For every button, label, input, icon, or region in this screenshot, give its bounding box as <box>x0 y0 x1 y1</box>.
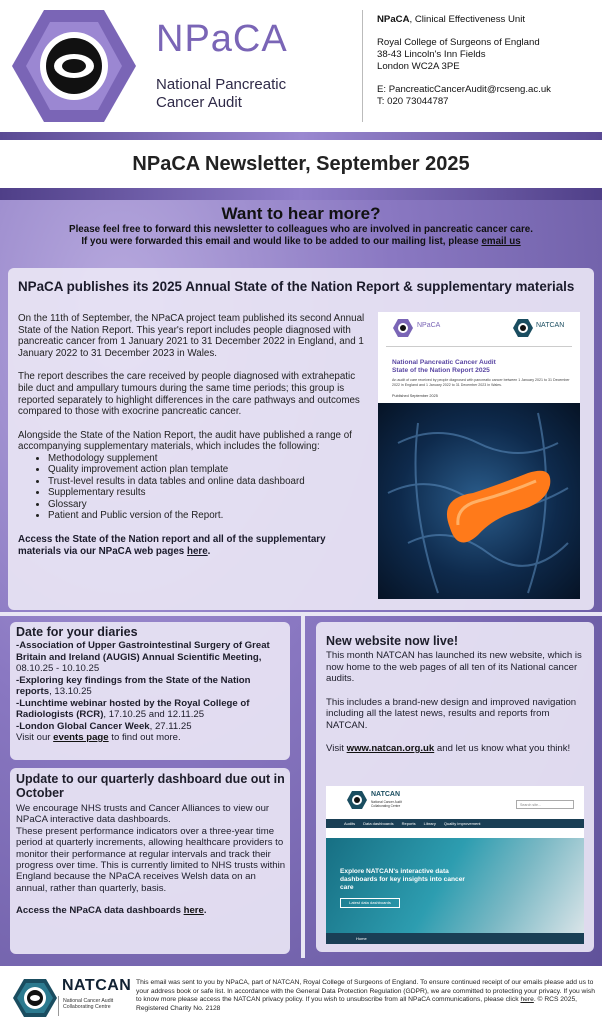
list-item: • Patient and Public version of the Report. <box>48 510 368 522</box>
access-text: Access the State of the Nation report and all of the supplementary materials via our NPaCA web pages <box>18 533 326 557</box>
event-title: -Lunchtime webinar hosted by the Royal College of Radiologists (RCR) <box>16 697 250 720</box>
paragraph: Alongside the State of the Nation Report, the audit have published a range of accompanying supplementary materials, which includes the following: <box>18 429 352 453</box>
footer-natcan-logo: NATCAN <box>62 977 132 994</box>
footer-text <box>136 979 598 1013</box>
event-date: , 17.10.25 and 12.11.25 <box>103 709 205 720</box>
footer-logo-divider <box>58 996 59 1016</box>
visit-text: Visit <box>326 743 347 754</box>
website-body <box>326 650 588 767</box>
natcan-logo-icon <box>512 318 534 338</box>
website-card <box>316 622 594 952</box>
dashboard-heading: Update to our quarterly dashboard due out in October <box>16 772 285 800</box>
preview-footer: Home <box>326 933 584 944</box>
preview-nav-item: Quality improvement <box>443 821 481 826</box>
event-title: -Association of Upper Gastrointestinal Surgery of Great Britain and Ireland (AUGIS) Annual Scientific Meeting, <box>16 640 270 663</box>
header <box>0 0 602 132</box>
contact-email[interactable]: E: PancreaticCancerAudit@rcseng.ac.uk <box>377 84 551 95</box>
list-item: • Quality improvement action plan template <box>48 464 368 476</box>
dates-body <box>16 640 288 744</box>
footer-text-2: . © RCS 2025, Registered Charity No. 2128 <box>136 996 578 1012</box>
hear-more-section <box>8 201 594 259</box>
state-of-nation-heading: NPaCA publishes its 2025 Annual State of the Nation Report & supplementary materials <box>18 279 575 294</box>
state-of-nation-text: On the 11th of September, the NPaCA project team published its second Annual State of the Nation Report. This year's report includes people diagnosed with pancreatic cancer from 1 January 2021 to 31 December 2022 in England, and 1 January 2022 to 31 December 2023 in Wales. The report describes the care received by people diagnosed with extrahepatic bile duct and ampullary tumours during the same time periods; this group is reported separately to highlight differences in the care pathways and outcomes compared to those with exocrine pancreatic cancer. Alongside the State of the Nation Report, the audit have published a range of accompanying supplementary materials, which includes the following: • Methodology supplement • Quality improvement action plan template • Trust-level results in data tables and online data dashboard • Supplementary results • Glossary • Patient and Public version of the Report. Access the State of the Nation report and all of the supplementary materials via our NPaCA web pages here. <box>18 313 368 569</box>
list-item: • Glossary <box>48 499 368 511</box>
dashboard-access: Access the NPaCA data dashboards <box>16 905 184 917</box>
visit-end: and let us know what you think! <box>434 743 571 754</box>
events-page-link[interactable]: events page <box>53 732 109 743</box>
paragraph: On the 11th of September, the NPaCA project team published its second Annual State of the Nation Report. This year's report includes people diagnosed with pancreatic cancer from 1 January 2021 to 31 December 2022 in England, and 1 January 2022 to 31 December 2023 in Wales. <box>18 313 365 359</box>
dates-card <box>10 622 290 760</box>
newsletter-title: NPaCA Newsletter, September 2025 <box>132 152 470 175</box>
footer <box>0 966 602 1024</box>
visit-text: Visit our <box>16 732 54 743</box>
hear-more-heading: Want to hear more? <box>221 204 381 223</box>
cover-title-2: State of the Nation Report 2025 <box>392 367 490 374</box>
paragraph: We encourage NHS trusts and Cancer Alliances to view our NPaCA interactive data dashboards. <box>16 803 270 826</box>
address-line-3: London WC2A 3PE <box>377 61 460 72</box>
event-title: -Exploring key findings from the State of the Nation reports <box>16 674 251 697</box>
title-bar <box>0 140 602 188</box>
purple-band-2 <box>0 188 602 200</box>
cover-title-1: National Pancreatic Cancer Audit <box>392 359 496 366</box>
hear-more-line-1: Please feel free to forward this newsletter to colleagues who are involved in pancreatic cancer care. <box>69 224 533 235</box>
paragraph: This month NATCAN has launched its new website, which is now home to the web pages of all ten of its National cancer audits. <box>326 650 582 684</box>
cover-divider <box>386 346 572 347</box>
natcan-logo-icon <box>12 978 58 1018</box>
column-divider <box>301 616 305 958</box>
natcan-logo-icon <box>346 790 368 810</box>
contact-unit: , Clinical Effectiveness Unit <box>409 14 526 25</box>
address-line-1: Royal College of Surgeons of England <box>377 37 540 48</box>
dates-heading: Date for your diaries <box>16 625 138 639</box>
preview-hero-text: Explore NATCAN's interactive data dashboards for key insights into cancer care <box>340 868 465 891</box>
preview-hero <box>326 838 584 933</box>
dashboards-link[interactable]: here <box>183 905 204 917</box>
unsubscribe-link[interactable]: here <box>520 996 534 1004</box>
preview-nav-item: Data dashboards <box>363 821 394 826</box>
footer-natcan-subtitle: National Cancer Audit Collaborating Centre <box>63 998 114 1011</box>
paragraph: This includes a brand-new design and improved navigation including all the latest news, results and reports from NATCAN. <box>326 696 577 731</box>
preview-logo-sub: National Cancer Audit Collaborating Centre <box>371 800 402 808</box>
preview-nav-item: Reports <box>401 821 416 826</box>
list-item: • Methodology supplement <box>48 453 368 465</box>
website-heading: New website now live! <box>326 634 458 648</box>
website-preview-image[interactable] <box>326 786 584 944</box>
preview-nav <box>326 819 584 828</box>
dashboard-body <box>16 803 288 928</box>
dashboard-access-end: . <box>203 905 207 917</box>
event-date: , 27.11.25 <box>149 720 192 732</box>
cover-npaca-logo: NPaCA <box>417 322 441 329</box>
natcan-website-link[interactable]: www.natcan.org.uk <box>346 743 435 754</box>
brand-subtitle: National Pancreatic Cancer Audit <box>156 76 287 111</box>
brand-name: NPaCA <box>156 18 288 60</box>
email-us-link[interactable]: email us <box>481 236 521 247</box>
pancreas-illustration <box>378 403 580 599</box>
dashboard-card <box>10 768 290 954</box>
cover-description: An audit of care received by people diagnosed with pancreatic cancer between 1 January 2021 to 31 December 2022 in England and 1 January 2022 to 31 December 2023 in Wales. <box>392 378 570 387</box>
preview-nav-item: Library <box>423 821 436 826</box>
state-of-nation-card <box>8 268 594 610</box>
list-item: • Supplementary results <box>48 487 368 499</box>
npaca-logo-icon <box>392 318 414 338</box>
purple-band <box>0 132 602 140</box>
preview-hero-button: Latest data dashboards <box>340 898 400 908</box>
pancreas-icon <box>378 403 580 599</box>
cover-title <box>392 359 496 375</box>
contact-phone: T: 020 73044787 <box>377 96 449 107</box>
visit-end: to find out more. <box>108 732 181 743</box>
list-item: • Trust-level results in data tables and online data dashboard <box>48 476 368 488</box>
event-date: , 13.10.25 <box>49 686 92 697</box>
paragraph: These present performance indicators over a three-year time period at quarterly increments, allowing healthcare providers to monitor their performance at regular intervals and track their progress over time. This is currently limited to NHS trusts within England because the NPaCA receives Welsh data on an annual, rather than quarterly, basis. <box>16 825 286 894</box>
footer-text-1: This email was sent to you by NPaCA, part of NATCAN, Royal College of Surgeons of England. To ensure continued receipt of our emails please add us to your address book or safe list. In accordance with the General Data Protection Regulation (GDPR), we are committed to protecting your privacy. If you wish to know more please access the NATCAN privacy policy. If you wish to unsubscribe from all NPaCA communications, please click <box>136 979 595 1004</box>
hear-more-line-2: If you were forwarded this email and would like to be added to our mailing list, please <box>81 236 482 247</box>
contact-org: NPaCA <box>377 14 410 25</box>
preview-logo: NATCAN <box>371 791 401 798</box>
npaca-logo-icon <box>10 8 138 124</box>
contact-block <box>377 14 551 108</box>
address-line-2: 38-43 Lincoln's Inn Fields <box>377 49 486 60</box>
paragraph: The report describes the care received by people diagnosed with extrahepatic bile duct and ampullary tumours during the same time periods; this group is reported separately to highlight differences in the care pathways and outcomes compared to those with exocrine pancreatic cancer. <box>18 371 360 418</box>
header-divider <box>362 10 363 122</box>
preview-search-input: Search site... <box>516 800 574 809</box>
report-cover-image[interactable] <box>378 312 580 599</box>
materials-list <box>48 453 368 522</box>
report-link[interactable]: here <box>186 545 208 557</box>
cover-natcan-logo: NATCAN <box>536 322 565 329</box>
cover-published: Published September 2025 <box>392 394 438 398</box>
preview-nav-item: Audits <box>344 821 356 826</box>
preview-header <box>326 786 584 816</box>
event-date: 08.10.25 - 10.10.25 <box>16 663 100 674</box>
event-title: -London Global Cancer Week <box>16 720 150 732</box>
